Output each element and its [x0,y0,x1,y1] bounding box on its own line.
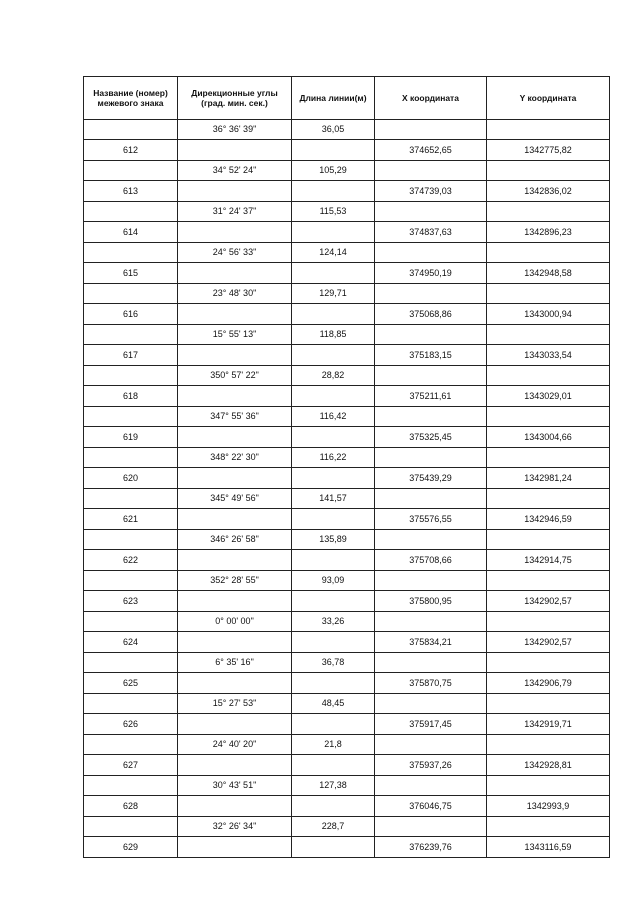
direction-angle-cell [178,427,292,448]
point-name-cell [84,202,178,222]
line-length-cell: 48,45 [292,694,375,714]
direction-angle-cell [178,550,292,571]
y-coordinate-cell: 1342906,79 [487,673,610,694]
header-y-coordinate: Y координата [487,77,610,120]
direction-angle-cell: 345° 49' 56" [178,489,292,509]
line-length-cell [292,755,375,776]
x-coordinate-cell [375,448,487,468]
header-row [84,77,610,120]
point-name-cell: 624 [84,632,178,653]
point-name-cell [84,366,178,386]
point-name-cell: 626 [84,714,178,735]
point-row [84,673,610,694]
direction-angle-cell [178,345,292,366]
y-coordinate-cell [487,653,610,673]
point-name-cell: 617 [84,345,178,366]
x-coordinate-cell: 375211,61 [375,386,487,407]
x-coordinate-cell: 376046,75 [375,796,487,817]
segment-row [84,407,610,427]
boundary-coordinates-table [83,76,610,858]
direction-angle-cell: 34° 52' 24" [178,161,292,181]
direction-angle-cell: 6° 35' 16" [178,653,292,673]
point-row [84,837,610,858]
segment-row [84,612,610,632]
direction-angle-cell: 31° 24' 37" [178,202,292,222]
direction-angle-cell: 23° 48' 30" [178,284,292,304]
y-coordinate-cell [487,120,610,140]
direction-angle-cell [178,591,292,612]
direction-angle-cell: 0° 00' 00" [178,612,292,632]
direction-angle-cell: 32° 26' 34" [178,817,292,837]
y-coordinate-cell [487,735,610,755]
direction-angle-cell: 30° 43' 51" [178,776,292,796]
direction-angle-cell: 348° 22' 30" [178,448,292,468]
header-point-name: Название (номер) межевого знака [84,77,178,120]
line-length-cell [292,386,375,407]
direction-angle-cell [178,263,292,284]
direction-angle-cell: 36° 36' 39" [178,120,292,140]
x-coordinate-cell: 374652,65 [375,140,487,161]
x-coordinate-cell [375,325,487,345]
x-coordinate-cell [375,694,487,714]
point-name-cell: 615 [84,263,178,284]
point-row [84,140,610,161]
point-row [84,386,610,407]
direction-angle-cell: 15° 55' 13" [178,325,292,345]
y-coordinate-cell: 1342836,02 [487,181,610,202]
segment-row [84,366,610,386]
point-name-cell: 614 [84,222,178,243]
y-coordinate-cell: 1343029,01 [487,386,610,407]
x-coordinate-cell: 375068,86 [375,304,487,325]
point-name-cell: 619 [84,427,178,448]
x-coordinate-cell [375,817,487,837]
direction-angle-cell: 347° 55' 36" [178,407,292,427]
direction-angle-cell [178,509,292,530]
line-length-cell [292,796,375,817]
line-length-cell: 124,14 [292,243,375,263]
y-coordinate-cell: 1342948,58 [487,263,610,284]
x-coordinate-cell: 374950,19 [375,263,487,284]
line-length-cell [292,263,375,284]
line-length-cell [292,550,375,571]
line-length-cell: 127,38 [292,776,375,796]
point-name-cell [84,161,178,181]
segment-row [84,489,610,509]
x-coordinate-cell: 376239,76 [375,837,487,858]
segment-row [84,694,610,714]
line-length-cell: 21,8 [292,735,375,755]
point-row [84,714,610,735]
line-length-cell [292,468,375,489]
point-row [84,550,610,571]
y-coordinate-cell: 1342902,57 [487,632,610,653]
point-name-cell [84,489,178,509]
point-name-cell: 618 [84,386,178,407]
point-name-cell [84,325,178,345]
line-length-cell: 33,26 [292,612,375,632]
x-coordinate-cell: 375800,95 [375,591,487,612]
line-length-cell: 116,42 [292,407,375,427]
line-length-cell [292,591,375,612]
x-coordinate-cell: 375576,55 [375,509,487,530]
point-row [84,755,610,776]
line-length-cell [292,140,375,161]
x-coordinate-cell [375,366,487,386]
line-length-cell: 28,82 [292,366,375,386]
point-name-cell [84,653,178,673]
segment-row [84,202,610,222]
line-length-cell: 135,89 [292,530,375,550]
line-length-cell [292,714,375,735]
point-name-cell [84,243,178,263]
line-length-cell [292,304,375,325]
segment-row [84,161,610,181]
line-length-cell [292,345,375,366]
x-coordinate-cell [375,489,487,509]
point-row [84,632,610,653]
direction-angle-cell [178,837,292,858]
header-line-length: Длина линии(м) [292,77,375,120]
x-coordinate-cell [375,120,487,140]
direction-angle-cell [178,468,292,489]
point-name-cell: 621 [84,509,178,530]
point-name-cell: 613 [84,181,178,202]
line-length-cell [292,222,375,243]
line-length-cell: 118,85 [292,325,375,345]
y-coordinate-cell [487,325,610,345]
segment-row [84,284,610,304]
y-coordinate-cell [487,489,610,509]
segment-row [84,325,610,345]
point-name-cell: 620 [84,468,178,489]
point-row [84,181,610,202]
segment-row [84,448,610,468]
line-length-cell: 36,78 [292,653,375,673]
point-row [84,509,610,530]
y-coordinate-cell [487,817,610,837]
y-coordinate-cell [487,530,610,550]
direction-angle-cell [178,181,292,202]
y-coordinate-cell: 1342946,59 [487,509,610,530]
direction-angle-cell [178,140,292,161]
point-name-cell: 627 [84,755,178,776]
point-row [84,796,610,817]
point-name-cell [84,776,178,796]
line-length-cell [292,632,375,653]
point-name-cell: 628 [84,796,178,817]
point-row [84,591,610,612]
y-coordinate-cell: 1342981,24 [487,468,610,489]
header-direction-angle: Дирекционные углы (град. мин. сек.) [178,77,292,120]
point-name-cell [84,694,178,714]
y-coordinate-cell [487,284,610,304]
y-coordinate-cell: 1343116,59 [487,837,610,858]
y-coordinate-cell: 1343033,54 [487,345,610,366]
segment-row [84,735,610,755]
segment-row [84,243,610,263]
point-name-cell [84,530,178,550]
point-name-cell: 623 [84,591,178,612]
y-coordinate-cell: 1343000,94 [487,304,610,325]
point-name-cell: 616 [84,304,178,325]
y-coordinate-cell [487,243,610,263]
y-coordinate-cell [487,571,610,591]
point-name-cell [84,407,178,427]
y-coordinate-cell [487,407,610,427]
direction-angle-cell [178,755,292,776]
x-coordinate-cell [375,284,487,304]
point-name-cell: 612 [84,140,178,161]
line-length-cell: 105,29 [292,161,375,181]
point-name-cell [84,448,178,468]
point-name-cell [84,284,178,304]
segment-row [84,120,610,140]
x-coordinate-cell: 375708,66 [375,550,487,571]
point-name-cell [84,612,178,632]
line-length-cell [292,427,375,448]
x-coordinate-cell [375,571,487,591]
x-coordinate-cell: 375937,26 [375,755,487,776]
x-coordinate-cell [375,776,487,796]
x-coordinate-cell [375,243,487,263]
y-coordinate-cell [487,448,610,468]
direction-angle-cell: 352° 28' 55" [178,571,292,591]
line-length-cell: 141,57 [292,489,375,509]
x-coordinate-cell: 375439,29 [375,468,487,489]
y-coordinate-cell [487,776,610,796]
direction-angle-cell: 15° 27' 53" [178,694,292,714]
x-coordinate-cell: 375183,15 [375,345,487,366]
point-name-cell: 625 [84,673,178,694]
direction-angle-cell [178,222,292,243]
direction-angle-cell: 24° 40' 20" [178,735,292,755]
header-x-coordinate: X координата [375,77,487,120]
y-coordinate-cell: 1342919,71 [487,714,610,735]
y-coordinate-cell [487,161,610,181]
segment-row [84,776,610,796]
line-length-cell: 115,53 [292,202,375,222]
x-coordinate-cell: 374837,63 [375,222,487,243]
point-row [84,427,610,448]
table-body [84,120,610,858]
x-coordinate-cell [375,612,487,632]
line-length-cell: 129,71 [292,284,375,304]
direction-angle-cell: 346° 26' 58" [178,530,292,550]
point-name-cell [84,120,178,140]
direction-angle-cell: 24° 56' 33" [178,243,292,263]
direction-angle-cell [178,304,292,325]
point-row [84,222,610,243]
line-length-cell: 93,09 [292,571,375,591]
direction-angle-cell [178,796,292,817]
x-coordinate-cell [375,407,487,427]
y-coordinate-cell: 1342902,57 [487,591,610,612]
segment-row [84,653,610,673]
y-coordinate-cell: 1343004,66 [487,427,610,448]
x-coordinate-cell [375,202,487,222]
x-coordinate-cell [375,161,487,181]
point-name-cell [84,571,178,591]
point-name-cell: 629 [84,837,178,858]
point-row [84,263,610,284]
segment-row [84,530,610,550]
y-coordinate-cell: 1342993,9 [487,796,610,817]
y-coordinate-cell: 1342775,82 [487,140,610,161]
point-name-cell: 622 [84,550,178,571]
y-coordinate-cell: 1342928,81 [487,755,610,776]
direction-angle-cell [178,714,292,735]
segment-row [84,571,610,591]
point-row [84,345,610,366]
line-length-cell [292,509,375,530]
x-coordinate-cell: 375870,75 [375,673,487,694]
x-coordinate-cell: 375834,21 [375,632,487,653]
direction-angle-cell [178,673,292,694]
point-name-cell [84,817,178,837]
x-coordinate-cell: 375917,45 [375,714,487,735]
x-coordinate-cell: 374739,03 [375,181,487,202]
y-coordinate-cell: 1342896,23 [487,222,610,243]
line-length-cell: 116,22 [292,448,375,468]
direction-angle-cell: 350° 57' 22" [178,366,292,386]
direction-angle-cell [178,386,292,407]
line-length-cell [292,837,375,858]
point-row [84,304,610,325]
x-coordinate-cell [375,653,487,673]
line-length-cell [292,181,375,202]
y-coordinate-cell [487,202,610,222]
x-coordinate-cell [375,530,487,550]
point-row [84,468,610,489]
x-coordinate-cell [375,735,487,755]
line-length-cell: 36,05 [292,120,375,140]
y-coordinate-cell: 1342914,75 [487,550,610,571]
x-coordinate-cell: 375325,45 [375,427,487,448]
line-length-cell: 228,7 [292,817,375,837]
y-coordinate-cell [487,612,610,632]
table-header [84,77,610,120]
y-coordinate-cell [487,694,610,714]
direction-angle-cell [178,632,292,653]
segment-row [84,817,610,837]
point-name-cell [84,735,178,755]
y-coordinate-cell [487,366,610,386]
line-length-cell [292,673,375,694]
